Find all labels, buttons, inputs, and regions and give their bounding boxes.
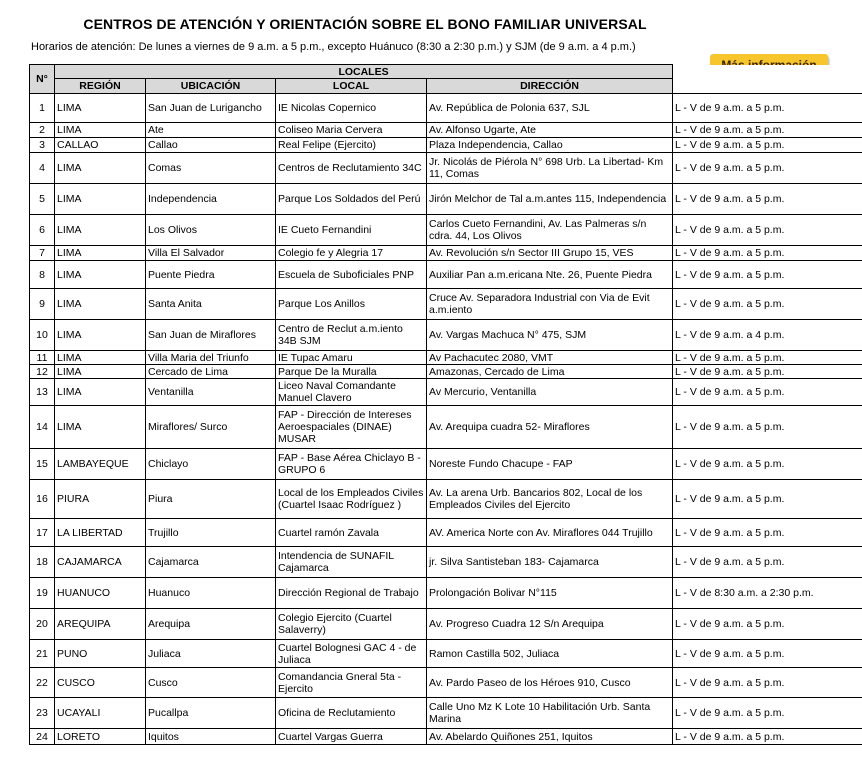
- cell-local: Intendencia de SUNAFIL Cajamarca: [276, 547, 427, 578]
- cell-local: Dirección Regional de Trabajo: [276, 578, 427, 609]
- table-row: [30, 449, 862, 480]
- cell-ubicacion: Villa Maria del Triunfo: [146, 351, 276, 365]
- cell-horario: L - V de 9 a.m. a 5 p.m.: [673, 449, 862, 480]
- cell-region: PIURA: [55, 480, 146, 519]
- cell-region: PUNO: [55, 640, 146, 668]
- cell-local: FAP - Base Aérea Chiclayo B - GRUPO 6: [276, 449, 427, 480]
- table-body: [30, 94, 862, 745]
- cell-direccion: Av. República de Polonia 637, SJL: [427, 94, 673, 123]
- cell-horario: L - V de 9 a.m. a 5 p.m.: [673, 698, 862, 729]
- cell-direccion: Av. Arequipa cuadra 52- Miraflores: [427, 406, 673, 449]
- cell-direccion: Ramon Castilla 502, Juliaca: [427, 640, 673, 668]
- cell-num: 13: [30, 379, 55, 406]
- table-row: [30, 609, 862, 640]
- cell-local: IE Cueto Fernandini: [276, 215, 427, 246]
- cell-ubicacion: Miraflores/ Surco: [146, 406, 276, 449]
- cell-ubicacion: Trujillo: [146, 519, 276, 547]
- cell-direccion: Av. Alfonso Ugarte, Ate: [427, 123, 673, 138]
- cell-direccion: Av. La arena Urb. Bancarios 802, Local de los Empleados Civiles del Ejercito: [427, 480, 673, 519]
- cell-horario: L - V de 9 a.m. a 5 p.m.: [673, 609, 862, 640]
- cell-local: Parque De la Muralla: [276, 365, 427, 379]
- cell-horario: L - V de 9 a.m. a 5 p.m.: [673, 668, 862, 698]
- cell-direccion: Carlos Cueto Fernandini, Av. Las Palmeras s/n cdra. 44, Los Olivos: [427, 215, 673, 246]
- table-row: [30, 640, 862, 668]
- cell-ubicacion: Callao: [146, 138, 276, 153]
- cell-horario: L - V de 9 a.m. a 5 p.m.: [673, 138, 862, 153]
- table-row: [30, 246, 862, 261]
- schedule-note: Horarios de atención: De lunes a viernes de 9 a.m. a 5 p.m., excepto Huánuco (8:30 a 2:30 p.m.) y SJM (de 9 a.m. a 4 p.m.): [31, 41, 636, 53]
- cell-region: LIMA: [55, 153, 146, 184]
- table-row: [30, 153, 862, 184]
- cell-region: LIMA: [55, 184, 146, 215]
- cell-region: LIMA: [55, 261, 146, 289]
- cell-region: LIMA: [55, 379, 146, 406]
- cell-ubicacion: Piura: [146, 480, 276, 519]
- table-row: [30, 729, 862, 745]
- cell-ubicacion: Comas: [146, 153, 276, 184]
- table-row: [30, 138, 862, 153]
- cell-ubicacion: Cercado de Lima: [146, 365, 276, 379]
- cell-direccion: Auxiliar Pan a.m.ericana Nte. 26, Puente Piedra: [427, 261, 673, 289]
- cell-local: Cuartel Bolognesi GAC 4 - de Juliaca: [276, 640, 427, 668]
- cell-num: 10: [30, 320, 55, 351]
- cell-horario: L - V de 9 a.m. a 5 p.m.: [673, 365, 862, 379]
- cell-num: 7: [30, 246, 55, 261]
- header-ubicacion: UBICACIÓN: [146, 79, 276, 94]
- cell-local: Parque Los Soldados del Perú: [276, 184, 427, 215]
- cell-horario: L - V de 9 a.m. a 5 p.m.: [673, 215, 862, 246]
- cell-direccion: Plaza Independencia, Callao: [427, 138, 673, 153]
- cell-direccion: Av Pachacutec 2080, VMT: [427, 351, 673, 365]
- cell-region: LIMA: [55, 123, 146, 138]
- cell-num: 23: [30, 698, 55, 729]
- cell-direccion: Jr. Nicolás de Piérola N° 698 Urb. La Libertad- Km 11, Comas: [427, 153, 673, 184]
- cell-region: LIMA: [55, 365, 146, 379]
- cell-ubicacion: Santa Anita: [146, 289, 276, 320]
- header-local: LOCAL: [276, 79, 427, 94]
- cell-ubicacion: Huanuco: [146, 578, 276, 609]
- cell-ubicacion: Cusco: [146, 668, 276, 698]
- cell-ubicacion: Juliaca: [146, 640, 276, 668]
- table-row: [30, 289, 862, 320]
- cell-horario: L - V de 9 a.m. a 5 p.m.: [673, 640, 862, 668]
- cell-direccion: Calle Uno Mz K Lote 10 Habilitación Urb. Santa Marina: [427, 698, 673, 729]
- table-row: [30, 365, 862, 379]
- cell-num: 15: [30, 449, 55, 480]
- cell-num: 8: [30, 261, 55, 289]
- cell-region: LIMA: [55, 246, 146, 261]
- cell-horario: L - V de 9 a.m. a 5 p.m.: [673, 246, 862, 261]
- cell-region: LIMA: [55, 215, 146, 246]
- cell-num: 9: [30, 289, 55, 320]
- cell-direccion: Av. Vargas Machuca N° 475, SJM: [427, 320, 673, 351]
- cell-local: Real Felipe (Ejercito): [276, 138, 427, 153]
- cell-local: Parque Los Anillos: [276, 289, 427, 320]
- cell-local: Coliseo Maria Cervera: [276, 123, 427, 138]
- table-row: [30, 94, 862, 123]
- cell-local: Local de los Empleados Civiles (Cuartel Isaac Rodríguez ): [276, 480, 427, 519]
- cell-ubicacion: San Juan de Lurigancho: [146, 94, 276, 123]
- cell-local: IE Tupac Amaru: [276, 351, 427, 365]
- cell-horario: L - V de 9 a.m. a 5 p.m.: [673, 519, 862, 547]
- cell-region: LIMA: [55, 320, 146, 351]
- cell-direccion: Noreste Fundo Chacupe - FAP: [427, 449, 673, 480]
- cell-local: Escuela de Suboficiales PNP: [276, 261, 427, 289]
- table-row: [30, 123, 862, 138]
- header-direccion: DIRECCIÓN: [427, 79, 673, 94]
- cell-region: LIMA: [55, 351, 146, 365]
- cell-num: 3: [30, 138, 55, 153]
- cell-direccion: Cruce Av. Separadora Industrial con Via de Evit a.m.iento: [427, 289, 673, 320]
- cell-region: CAJAMARCA: [55, 547, 146, 578]
- cell-num: 22: [30, 668, 55, 698]
- cell-region: LIMA: [55, 406, 146, 449]
- cell-num: 17: [30, 519, 55, 547]
- cell-ubicacion: San Juan de Miraflores: [146, 320, 276, 351]
- table-row: [30, 519, 862, 547]
- cell-direccion: Av. Abelardo Quiñones 251, Iquitos: [427, 729, 673, 745]
- table-row: [30, 320, 862, 351]
- table-row: [30, 578, 862, 609]
- cell-num: 1: [30, 94, 55, 123]
- cell-horario: L - V de 9 a.m. a 5 p.m.: [673, 480, 862, 519]
- cell-horario: L - V de 9 a.m. a 5 p.m.: [673, 406, 862, 449]
- cell-num: 14: [30, 406, 55, 449]
- cell-region: LIMA: [55, 289, 146, 320]
- cell-direccion: Amazonas, Cercado de Lima: [427, 365, 673, 379]
- cell-ubicacion: Puente Piedra: [146, 261, 276, 289]
- table-row: [30, 261, 862, 289]
- cell-direccion: Prolongación Bolivar N°115: [427, 578, 673, 609]
- cell-direccion: Av Mercurio, Ventanilla: [427, 379, 673, 406]
- cell-horario: L - V de 9 a.m. a 5 p.m.: [673, 379, 862, 406]
- cell-ubicacion: Villa El Salvador: [146, 246, 276, 261]
- cell-num: 18: [30, 547, 55, 578]
- cell-direccion: jr. Silva Santisteban 183- Cajamarca: [427, 547, 673, 578]
- cell-num: 12: [30, 365, 55, 379]
- cell-region: LIMA: [55, 94, 146, 123]
- cell-horario: L - V de 9 a.m. a 5 p.m.: [673, 184, 862, 215]
- cell-horario: L - V de 9 a.m. a 5 p.m.: [673, 351, 862, 365]
- cell-local: Colegio fe y Alegria 17: [276, 246, 427, 261]
- table-row: [30, 215, 862, 246]
- table-row: [30, 351, 862, 365]
- table-row: [30, 668, 862, 698]
- cell-num: 16: [30, 480, 55, 519]
- cell-horario: L - V de 9 a.m. a 5 p.m.: [673, 94, 862, 123]
- cell-direccion: Av. Progreso Cuadra 12 S/n Arequipa: [427, 609, 673, 640]
- cell-region: CALLAO: [55, 138, 146, 153]
- cell-horario: L - V de 9 a.m. a 5 p.m.: [673, 153, 862, 184]
- cell-ubicacion: Ventanilla: [146, 379, 276, 406]
- header-region: REGIÓN: [55, 79, 146, 94]
- cell-local: Cuartel ramón Zavala: [276, 519, 427, 547]
- cell-local: Cuartel Vargas Guerra: [276, 729, 427, 745]
- cell-horario: L - V de 9 a.m. a 5 p.m.: [673, 123, 862, 138]
- cell-local: IE Nicolas Copernico: [276, 94, 427, 123]
- cell-region: LORETO: [55, 729, 146, 745]
- cell-ubicacion: Iquitos: [146, 729, 276, 745]
- cell-num: 19: [30, 578, 55, 609]
- cell-num: 20: [30, 609, 55, 640]
- cell-ubicacion: Arequipa: [146, 609, 276, 640]
- cell-horario: L - V de 8:30 a.m. a 2:30 p.m.: [673, 578, 862, 609]
- cell-local: FAP - Dirección de Intereses Aeroespaciales (DINAE) MUSAR: [276, 406, 427, 449]
- header-blank: [673, 65, 862, 94]
- table-row: [30, 547, 862, 578]
- header-locales: LOCALES: [55, 65, 673, 79]
- cell-num: 21: [30, 640, 55, 668]
- cell-ubicacion: Pucallpa: [146, 698, 276, 729]
- cell-local: Centro de Reclut a.m.iento 34B SJM: [276, 320, 427, 351]
- cell-direccion: Jirón Melchor de Tal a.m.antes 115, Independencia: [427, 184, 673, 215]
- table-row: [30, 406, 862, 449]
- cell-local: Centros de Reclutamiento 34C: [276, 153, 427, 184]
- cell-horario: L - V de 9 a.m. a 4 p.m.: [673, 320, 862, 351]
- cell-num: 6: [30, 215, 55, 246]
- table-row: [30, 698, 862, 729]
- cell-ubicacion: Chiclayo: [146, 449, 276, 480]
- cell-region: UCAYALI: [55, 698, 146, 729]
- table-row: [30, 184, 862, 215]
- cell-num: 24: [30, 729, 55, 745]
- cell-direccion: Av. Revolución s/n Sector III Grupo 15, VES: [427, 246, 673, 261]
- cell-num: 11: [30, 351, 55, 365]
- cell-region: CUSCO: [55, 668, 146, 698]
- cell-num: 5: [30, 184, 55, 215]
- table-row: [30, 379, 862, 406]
- cell-ubicacion: Los Olivos: [146, 215, 276, 246]
- cell-horario: L - V de 9 a.m. a 5 p.m.: [673, 547, 862, 578]
- cell-ubicacion: Independencia: [146, 184, 276, 215]
- cell-direccion: AV. America Norte con Av. Miraflores 044 Trujillo: [427, 519, 673, 547]
- cell-region: AREQUIPA: [55, 609, 146, 640]
- cell-direccion: Av. Pardo Paseo de los Héroes 910, Cusco: [427, 668, 673, 698]
- cell-num: 2: [30, 123, 55, 138]
- table-row: [30, 480, 862, 519]
- cell-local: Liceo Naval Comandante Manuel Clavero: [276, 379, 427, 406]
- page-title: CENTROS DE ATENCIÓN Y ORIENTACIÓN SOBRE EL BONO FAMILIAR UNIVERSAL: [83, 16, 647, 32]
- cell-local: Comandancia Gneral 5ta - Ejercito: [276, 668, 427, 698]
- cell-num: 4: [30, 153, 55, 184]
- locations-table: [29, 64, 862, 745]
- cell-region: HUANUCO: [55, 578, 146, 609]
- cell-horario: L - V de 9 a.m. a 5 p.m.: [673, 289, 862, 320]
- cell-local: Colegio Ejercito (Cuartel Salaverry): [276, 609, 427, 640]
- cell-horario: L - V de 9 a.m. a 5 p.m.: [673, 261, 862, 289]
- cell-local: Oficina de Reclutamiento: [276, 698, 427, 729]
- cell-ubicacion: Cajamarca: [146, 547, 276, 578]
- header-num: N°: [30, 65, 55, 94]
- cell-region: LA LIBERTAD: [55, 519, 146, 547]
- cell-ubicacion: Ate: [146, 123, 276, 138]
- cell-horario: L - V de 9 a.m. a 5 p.m.: [673, 729, 862, 745]
- cell-region: LAMBAYEQUE: [55, 449, 146, 480]
